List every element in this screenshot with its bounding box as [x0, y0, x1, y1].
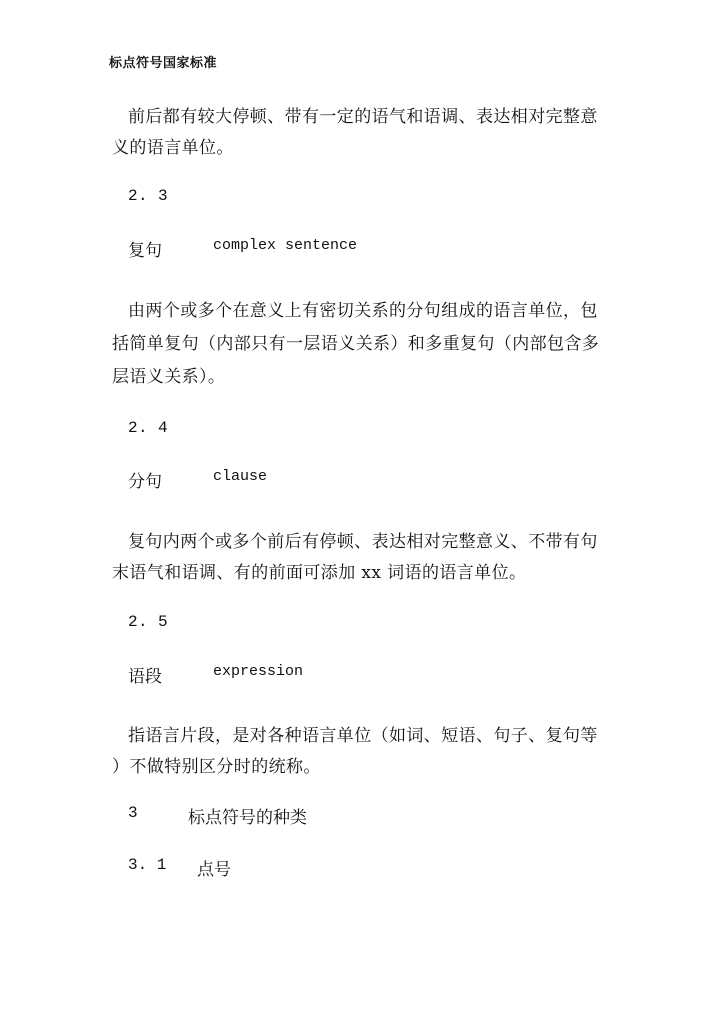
section-number-2-5: 2. 5	[128, 613, 169, 631]
document-header: 标点符号国家标准	[109, 56, 218, 71]
section-number-2-3: 2. 3	[128, 187, 169, 205]
paragraph-line: 前后都有较大停顿、带有一定的语气和语调、表达相对完整意	[128, 107, 598, 127]
term-english: clause	[213, 468, 268, 485]
heading-title: 点号	[197, 860, 231, 880]
definition-line: 指语言片段，是对各种语言单位（如词、短语、句子、复句等	[128, 726, 598, 746]
term-english: complex sentence	[213, 237, 358, 254]
term-english: expression	[213, 663, 304, 680]
heading-title: 标点符号的种类	[188, 808, 307, 828]
section-number-2-4: 2. 4	[128, 419, 169, 437]
definition-line: 层语义关系）。	[112, 367, 226, 387]
definition-line: 末语气和语调、有的前面可添加 xx 词语的语言单位。	[112, 563, 527, 583]
definition-line: 括简单复句（内部只有一层语义关系）和多重复句（内部包含多	[112, 334, 600, 354]
paragraph-line: 义的语言单位。	[112, 138, 234, 158]
heading-number: 3. 1	[128, 856, 167, 874]
definition-line: 复句内两个或多个前后有停顿、表达相对完整意义、不带有句	[128, 532, 598, 552]
term-chinese: 复句	[128, 241, 162, 261]
term-chinese: 语段	[128, 667, 162, 687]
term-chinese: 分句	[128, 472, 162, 492]
definition-line: ）不做特别区分时的统称。	[112, 757, 321, 777]
definition-line: 由两个或多个在意义上有密切关系的分句组成的语言单位，包	[128, 301, 598, 321]
heading-number: 3	[128, 804, 138, 822]
